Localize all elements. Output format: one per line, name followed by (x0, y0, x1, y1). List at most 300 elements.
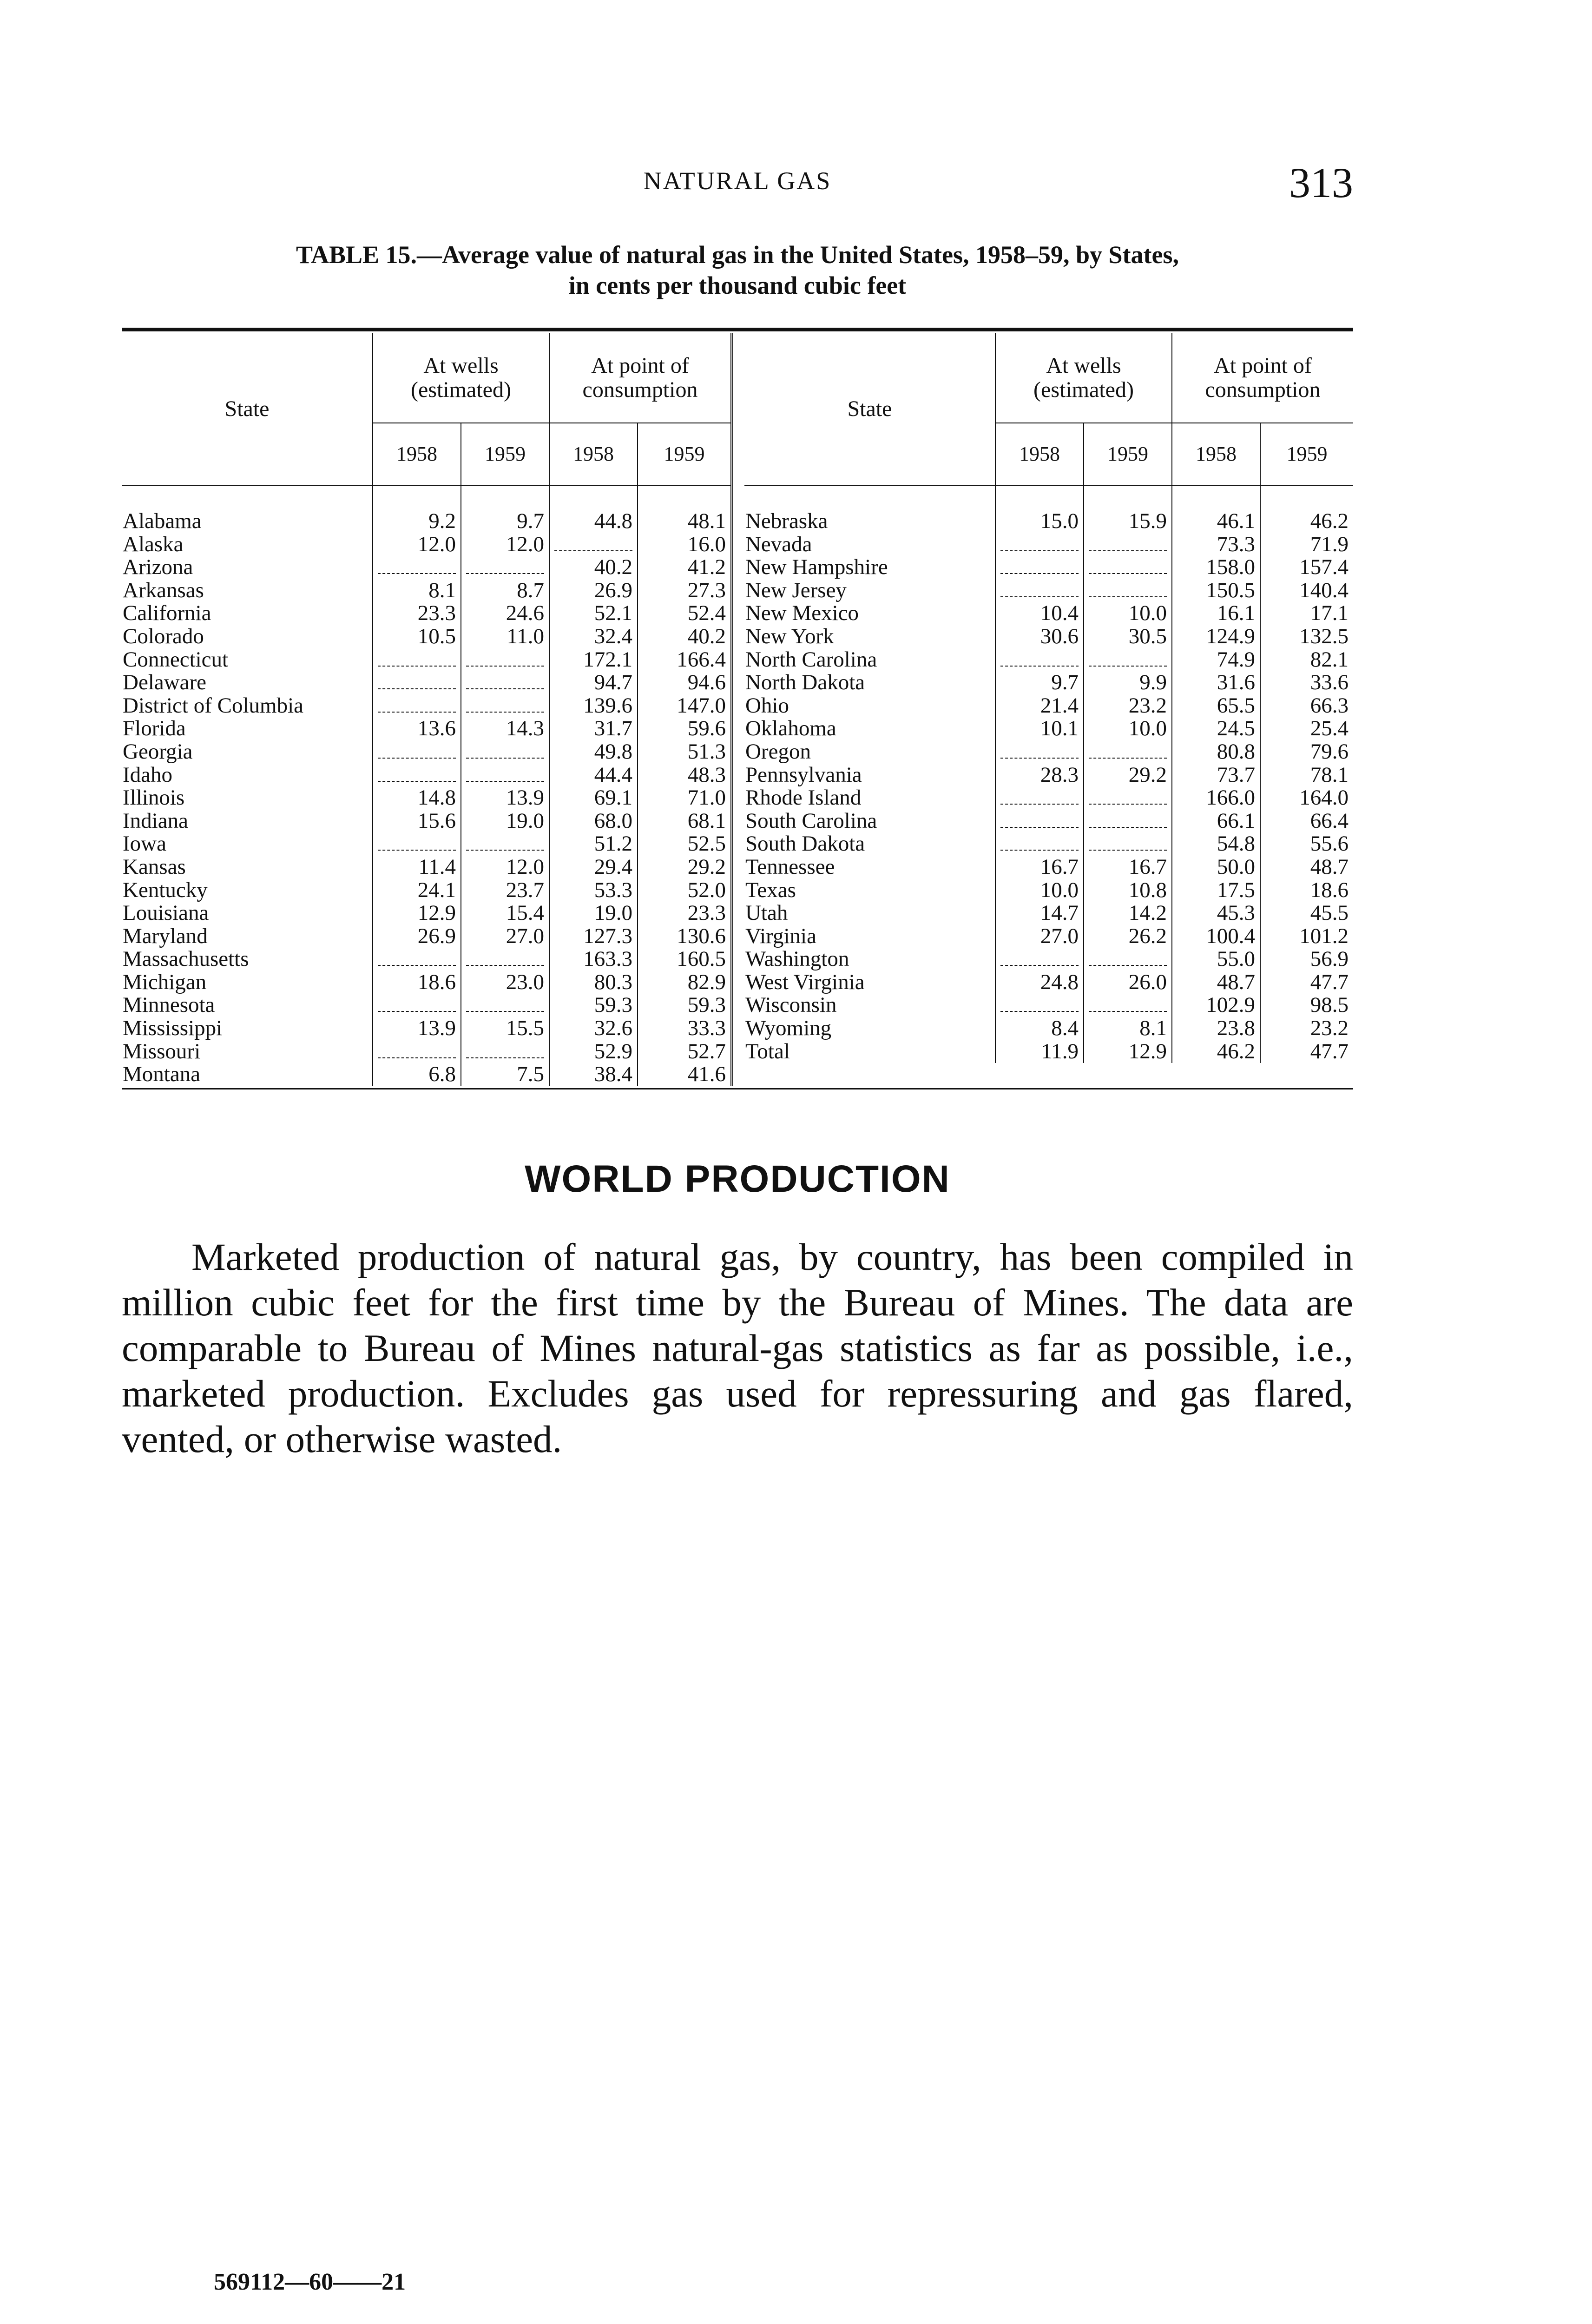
state-name: Arkansas (123, 579, 204, 602)
value-cell-c59: 52.5 (638, 832, 730, 856)
value-cell-c58 (549, 533, 638, 556)
value-cell-c59: 71.9 (1260, 533, 1353, 556)
table-row (744, 579, 1353, 602)
value-cell-w58 (995, 740, 1084, 764)
state-header: State (744, 333, 995, 485)
value-cell-c59: 147.0 (638, 694, 730, 718)
value-cell-w59: 12.0 (461, 533, 549, 556)
state-name: Montana (123, 1063, 201, 1086)
value-cell-w59 (461, 671, 549, 694)
table-row (744, 994, 1353, 1017)
value-cell-w59: 10.0 (1084, 602, 1172, 625)
value-cell-c58: 100.4 (1172, 925, 1260, 948)
at-wells-header: At wells (estimated) (995, 333, 1172, 423)
value-cell-w58: 10.0 (995, 879, 1084, 902)
value-cell-c59: 71.0 (638, 786, 730, 810)
value-cell-w59: 27.0 (461, 925, 549, 948)
table-row (122, 602, 730, 625)
value-cell-c58: 172.1 (549, 648, 638, 672)
value-cell-w59 (1084, 648, 1172, 672)
value-cell-w59 (461, 764, 549, 787)
value-cell-c59: 27.3 (638, 579, 730, 602)
value-cell-w59: 12.9 (1084, 1040, 1172, 1063)
value-cell-c58: 127.3 (549, 925, 638, 948)
value-cell-c59: 33.3 (638, 1017, 730, 1040)
table-row (122, 1040, 730, 1063)
empty-dash (1089, 836, 1167, 851)
value-cell-c59: 17.1 (1260, 602, 1353, 625)
table-row (122, 902, 730, 925)
value-cell-w58: 15.0 (995, 485, 1084, 533)
value-cell-w59 (1084, 948, 1172, 971)
at-point-header: At point of consumption (1172, 333, 1353, 423)
value-cell-w59 (1084, 832, 1172, 856)
value-cell-c59: 52.7 (638, 1040, 730, 1063)
state-name: Nebraska (745, 509, 828, 533)
empty-dash (1089, 813, 1167, 828)
value-cell-w59: 15.9 (1084, 485, 1172, 533)
printer-imprint: 569112—60——21 (214, 2269, 406, 2295)
empty-dash (378, 559, 456, 574)
value-cell-c58: 29.4 (549, 856, 638, 879)
year-1959-header: 1959 (1084, 423, 1172, 485)
value-cell-c58: 38.4 (549, 1063, 638, 1086)
value-cell-w58: 28.3 (995, 764, 1084, 787)
empty-dash (1000, 744, 1079, 759)
state-name: Indiana (123, 809, 188, 833)
value-cell-c58: 46.2 (1172, 1040, 1260, 1063)
empty-dash (466, 744, 544, 759)
state-name: Michigan (123, 971, 207, 994)
value-cell-w58 (995, 994, 1084, 1017)
table-panels (122, 333, 1353, 1086)
state-name: Louisiana (123, 902, 209, 925)
value-cell-c59: 68.1 (638, 810, 730, 833)
table-row (744, 671, 1353, 694)
empty-dash (1000, 951, 1079, 966)
value-cell-w58: 11.4 (373, 856, 461, 879)
section-title: WORLD PRODUCTION (525, 1158, 950, 1200)
section-paragraph: Marketed production of natural gas, by country, has been compiled in million cubic feet for the first time by the Bureau of Mines. The data are comparable to Bureau of Mines natural-gas statistics as far as possible, i.e., marketed production. Excludes gas used for repressuring and gas flared, vented, or otherwise wasted. (122, 1235, 1353, 1460)
state-name: Delaware (123, 671, 207, 694)
value-cell-w58: 9.7 (995, 671, 1084, 694)
table-row (122, 856, 730, 879)
empty-dash (466, 674, 544, 689)
value-cell-c59: 41.6 (638, 1063, 730, 1086)
table-row (122, 648, 730, 672)
state-name: Nevada (745, 533, 812, 556)
empty-dash (378, 744, 456, 759)
table-row (744, 879, 1353, 902)
value-cell-c59: 23.2 (1260, 1017, 1353, 1040)
year-1958-header: 1958 (373, 423, 461, 485)
table-row (744, 971, 1353, 994)
value-cell-w58: 10.4 (995, 602, 1084, 625)
value-cell-c58: 102.9 (1172, 994, 1260, 1017)
year-1959-header: 1959 (1260, 423, 1353, 485)
empty-dash (378, 652, 456, 667)
value-cell-w58 (373, 556, 461, 579)
state-name: Iowa (123, 832, 166, 856)
value-cell-c59: 52.4 (638, 602, 730, 625)
table-row (122, 1063, 730, 1086)
empty-dash (378, 767, 456, 782)
page-number: 313 (1289, 159, 1353, 206)
value-cell-c58: 46.1 (1172, 485, 1260, 533)
value-cell-c58: 150.5 (1172, 579, 1260, 602)
table-row (122, 671, 730, 694)
empty-dash (1089, 582, 1167, 597)
table-row (744, 602, 1353, 625)
value-cell-w58: 30.6 (995, 625, 1084, 648)
state-name: Ohio (745, 694, 789, 718)
value-cell-w58: 24.1 (373, 879, 461, 902)
table-row (122, 971, 730, 994)
value-cell-c58: 19.0 (549, 902, 638, 925)
value-cell-w58: 10.5 (373, 625, 461, 648)
state-name: Arizona (123, 556, 193, 579)
value-cell-c59: 47.7 (1260, 1040, 1353, 1063)
value-cell-c58: 158.0 (1172, 556, 1260, 579)
value-cell-c59: 98.5 (1260, 994, 1353, 1017)
value-cell-c59: 82.9 (638, 971, 730, 994)
value-cell-c59: 18.6 (1260, 879, 1353, 902)
value-cell-c59: 164.0 (1260, 786, 1353, 810)
value-cell-c58: 74.9 (1172, 648, 1260, 672)
value-cell-c59: 166.4 (638, 648, 730, 672)
table-row (122, 717, 730, 740)
value-cell-c59: 66.3 (1260, 694, 1353, 718)
empty-dash (378, 836, 456, 851)
state-name: Connecticut (123, 648, 229, 672)
value-cell-w59: 30.5 (1084, 625, 1172, 648)
value-cell-c58: 49.8 (549, 740, 638, 764)
state-name: New Mexico (745, 602, 859, 625)
value-cell-c58: 73.3 (1172, 533, 1260, 556)
value-cell-c59: 33.6 (1260, 671, 1353, 694)
empty-dash (1000, 790, 1079, 805)
value-cell-w59: 26.2 (1084, 925, 1172, 948)
state-name: Missouri (123, 1040, 201, 1063)
empty-dash (378, 997, 456, 1012)
table-caption (122, 239, 1353, 301)
value-cell-c58: 50.0 (1172, 856, 1260, 879)
empty-dash (1000, 536, 1079, 551)
table-row (122, 579, 730, 602)
value-cell-w59: 14.3 (461, 717, 549, 740)
table-row (122, 625, 730, 648)
state-name: West Virginia (745, 971, 865, 994)
value-cell-c58: 52.9 (549, 1040, 638, 1063)
value-cell-w58: 18.6 (373, 971, 461, 994)
value-cell-w58: 8.1 (373, 579, 461, 602)
table-row (744, 648, 1353, 672)
table-row (122, 948, 730, 971)
value-cell-w58: 15.6 (373, 810, 461, 833)
value-cell-w59 (1084, 579, 1172, 602)
table-row (122, 764, 730, 787)
value-cell-c58: 45.3 (1172, 902, 1260, 925)
page-header (122, 158, 1353, 209)
value-cell-w59 (461, 694, 549, 718)
value-cell-w59: 24.6 (461, 602, 549, 625)
value-cell-c59: 56.9 (1260, 948, 1353, 971)
value-cell-w59: 11.0 (461, 625, 549, 648)
value-cell-c59: 59.3 (638, 994, 730, 1017)
empty-dash (1089, 951, 1167, 966)
state-name: Illinois (123, 786, 185, 810)
value-cell-c58: 69.1 (549, 786, 638, 810)
state-name: North Dakota (745, 671, 865, 694)
value-cell-w58: 8.4 (995, 1017, 1084, 1040)
value-cell-w58: 27.0 (995, 925, 1084, 948)
state-name: Alaska (123, 533, 184, 556)
empty-dash (378, 951, 456, 966)
table-top-rule (122, 328, 1353, 331)
value-cell-w59: 16.7 (1084, 856, 1172, 879)
empty-dash (466, 1043, 544, 1058)
table-row (744, 1017, 1353, 1040)
value-cell-w58: 11.9 (995, 1040, 1084, 1063)
value-cell-w59: 29.2 (1084, 764, 1172, 787)
year-1958-header: 1958 (549, 423, 638, 485)
value-cell-c58: 94.7 (549, 671, 638, 694)
value-cell-c58: 31.7 (549, 717, 638, 740)
value-cell-c59: 79.6 (1260, 740, 1353, 764)
table-caption-line-1: TABLE 15.—Average value of natural gas in the United States, 1958–59, by States, (296, 241, 1179, 269)
value-cell-c58: 73.7 (1172, 764, 1260, 787)
value-cell-c59: 82.1 (1260, 648, 1353, 672)
value-cell-w58 (995, 533, 1084, 556)
value-cell-w58 (373, 948, 461, 971)
value-cell-c58: 166.0 (1172, 786, 1260, 810)
empty-dash (1000, 997, 1079, 1012)
value-cell-c59: 25.4 (1260, 717, 1353, 740)
empty-dash (466, 836, 544, 851)
value-cell-w59: 7.5 (461, 1063, 549, 1086)
value-cell-c59: 66.4 (1260, 810, 1353, 833)
state-name: Georgia (123, 740, 193, 764)
state-name: District of Columbia (123, 694, 304, 718)
table-row (744, 717, 1353, 740)
state-name: Texas (745, 878, 796, 902)
value-cell-w59: 14.2 (1084, 902, 1172, 925)
table-row (122, 832, 730, 856)
value-cell-c58: 32.6 (549, 1017, 638, 1040)
value-cell-c58: 44.4 (549, 764, 638, 787)
table-row (744, 694, 1353, 718)
state-name: Oregon (745, 740, 811, 764)
value-cell-w58: 14.7 (995, 902, 1084, 925)
empty-dash (1089, 790, 1167, 805)
value-cell-c58: 65.5 (1172, 694, 1260, 718)
value-cell-w58: 23.3 (373, 602, 461, 625)
state-name: New Hampshire (745, 556, 888, 579)
empty-dash (466, 652, 544, 667)
table-row (122, 694, 730, 718)
state-name: Wisconsin (745, 994, 837, 1017)
value-cell-c58: 139.6 (549, 694, 638, 718)
year-1958-header: 1958 (995, 423, 1084, 485)
value-cell-c58: 80.8 (1172, 740, 1260, 764)
table-row (744, 925, 1353, 948)
value-cell-w58 (373, 740, 461, 764)
value-cell-w59: 23.0 (461, 971, 549, 994)
state-name: South Carolina (745, 809, 877, 833)
value-cell-c58: 32.4 (549, 625, 638, 648)
value-cell-w59 (1084, 740, 1172, 764)
state-name: Oklahoma (745, 717, 836, 740)
value-cell-c58: 23.8 (1172, 1017, 1260, 1040)
table-left (122, 333, 730, 1086)
value-cell-w59 (1084, 786, 1172, 810)
state-name: Florida (123, 717, 186, 740)
value-cell-w58: 13.9 (373, 1017, 461, 1040)
value-cell-c59: 51.3 (638, 740, 730, 764)
state-name: South Dakota (745, 832, 865, 856)
table-row (744, 740, 1353, 764)
state-name: Tennessee (745, 855, 835, 879)
state-name: Massachusetts (123, 948, 249, 971)
table-row (744, 625, 1353, 648)
value-cell-c59: 46.2 (1260, 485, 1353, 533)
value-cell-w58 (995, 648, 1084, 672)
value-cell-w59: 26.0 (1084, 971, 1172, 994)
year-1959-header: 1959 (638, 423, 730, 485)
table-row (744, 856, 1353, 879)
value-cell-c59: 94.6 (638, 671, 730, 694)
state-name: Utah (745, 902, 788, 925)
value-cell-c59: 52.0 (638, 879, 730, 902)
year-1959-header: 1959 (461, 423, 549, 485)
value-cell-w58: 13.6 (373, 717, 461, 740)
state-name: Wyoming (745, 1017, 832, 1040)
value-cell-w59: 10.8 (1084, 879, 1172, 902)
table-row (744, 786, 1353, 810)
value-cell-w58: 10.1 (995, 717, 1084, 740)
empty-dash (466, 559, 544, 574)
empty-dash (1089, 536, 1167, 551)
table-row (122, 533, 730, 556)
table-row (122, 556, 730, 579)
state-name: Maryland (123, 924, 208, 948)
value-cell-w59 (1084, 533, 1172, 556)
value-cell-w59: 19.0 (461, 810, 549, 833)
value-cell-c58: 80.3 (549, 971, 638, 994)
table-caption-line-2: in cents per thousand cubic feet (568, 271, 907, 299)
at-wells-header: At wells (estimated) (373, 333, 549, 423)
value-cell-c59: 41.2 (638, 556, 730, 579)
value-cell-w58: 12.9 (373, 902, 461, 925)
table-row (744, 485, 1353, 533)
value-cell-c59: 140.4 (1260, 579, 1353, 602)
value-cell-c59: 16.0 (638, 533, 730, 556)
state-name: Minnesota (123, 994, 215, 1017)
value-cell-w59: 9.7 (461, 485, 549, 533)
table-row (744, 902, 1353, 925)
value-cell-w58: 26.9 (373, 925, 461, 948)
state-name: New York (745, 625, 834, 648)
value-cell-c59: 132.5 (1260, 625, 1353, 648)
value-cell-w58 (373, 671, 461, 694)
value-cell-c58: 51.2 (549, 832, 638, 856)
table-row (122, 810, 730, 833)
table-row (122, 879, 730, 902)
state-name: Pennsylvania (745, 763, 862, 787)
value-cell-w59 (461, 832, 549, 856)
value-cell-c58: 54.8 (1172, 832, 1260, 856)
value-cell-w58: 24.8 (995, 971, 1084, 994)
state-name: Rhode Island (745, 786, 862, 810)
empty-dash (466, 698, 544, 713)
value-cell-w59 (461, 948, 549, 971)
table-panel-left (122, 333, 733, 1086)
value-cell-c58: 59.3 (549, 994, 638, 1017)
table-row (122, 994, 730, 1017)
table-row (744, 764, 1353, 787)
empty-dash (466, 951, 544, 966)
empty-dash (466, 767, 544, 782)
value-cell-w58 (995, 810, 1084, 833)
value-cell-c58: 16.1 (1172, 602, 1260, 625)
value-cell-c59: 23.3 (638, 902, 730, 925)
empty-dash (554, 536, 632, 551)
table-row (744, 533, 1353, 556)
year-1958-header: 1958 (1172, 423, 1260, 485)
value-cell-w59: 9.9 (1084, 671, 1172, 694)
value-cell-c59: 29.2 (638, 856, 730, 879)
value-cell-c58: 68.0 (549, 810, 638, 833)
value-cell-w59: 23.2 (1084, 694, 1172, 718)
table-row (122, 485, 730, 533)
value-cell-w59: 8.1 (1084, 1017, 1172, 1040)
value-cell-w59: 13.9 (461, 786, 549, 810)
value-cell-w59 (461, 740, 549, 764)
value-cell-w58: 9.2 (373, 485, 461, 533)
table-panel-right (744, 333, 1353, 1086)
value-cell-c59: 40.2 (638, 625, 730, 648)
table-right-body (744, 485, 1353, 1063)
state-name: Kansas (123, 855, 186, 879)
value-cell-w58 (373, 994, 461, 1017)
empty-dash (1000, 813, 1079, 828)
state-name: Alabama (123, 509, 202, 533)
value-cell-c59: 130.6 (638, 925, 730, 948)
table-row (744, 810, 1353, 833)
state-name: Total (745, 1040, 790, 1063)
value-cell-c59: 160.5 (638, 948, 730, 971)
table-row (122, 1017, 730, 1040)
table-row (122, 740, 730, 764)
value-cell-c59: 48.7 (1260, 856, 1353, 879)
value-cell-c59: 55.6 (1260, 832, 1353, 856)
empty-dash (1089, 997, 1167, 1012)
empty-dash (1089, 559, 1167, 574)
value-cell-c59: 101.2 (1260, 925, 1353, 948)
empty-dash (378, 698, 456, 713)
value-cell-c59: 48.3 (638, 764, 730, 787)
value-cell-w58 (995, 948, 1084, 971)
state-name: Colorado (123, 625, 204, 648)
value-cell-w59 (1084, 810, 1172, 833)
value-cell-w58 (995, 786, 1084, 810)
value-cell-c58: 24.5 (1172, 717, 1260, 740)
empty-dash (378, 1043, 456, 1058)
state-name: Kentucky (123, 878, 208, 902)
value-cell-c59: 78.1 (1260, 764, 1353, 787)
value-cell-w59: 8.7 (461, 579, 549, 602)
value-cell-w58: 12.0 (373, 533, 461, 556)
